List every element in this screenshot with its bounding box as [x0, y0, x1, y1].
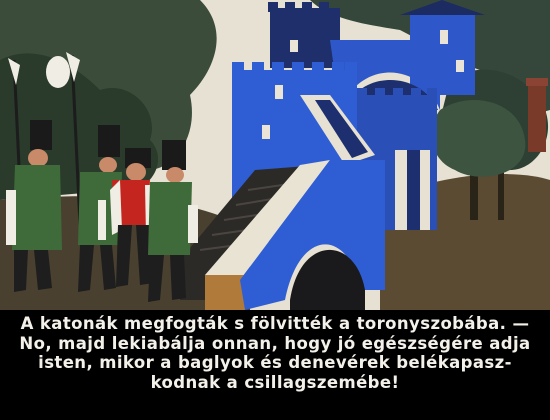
caption-line-3: isten, mikor a baglyok és denevérek belékapasz-: [38, 353, 512, 372]
caption-line-4: kodnak a csillagszemébe!: [150, 372, 400, 392]
caption-line-1: A katonák megfogták s fölvitték a toronyszobába. —: [20, 314, 530, 333]
caption-box: [0, 310, 550, 420]
caption-line-2: No, majd lekiabálja onnan, hogy jó egészségére adja: [19, 333, 531, 353]
distant-tower: [528, 82, 546, 152]
